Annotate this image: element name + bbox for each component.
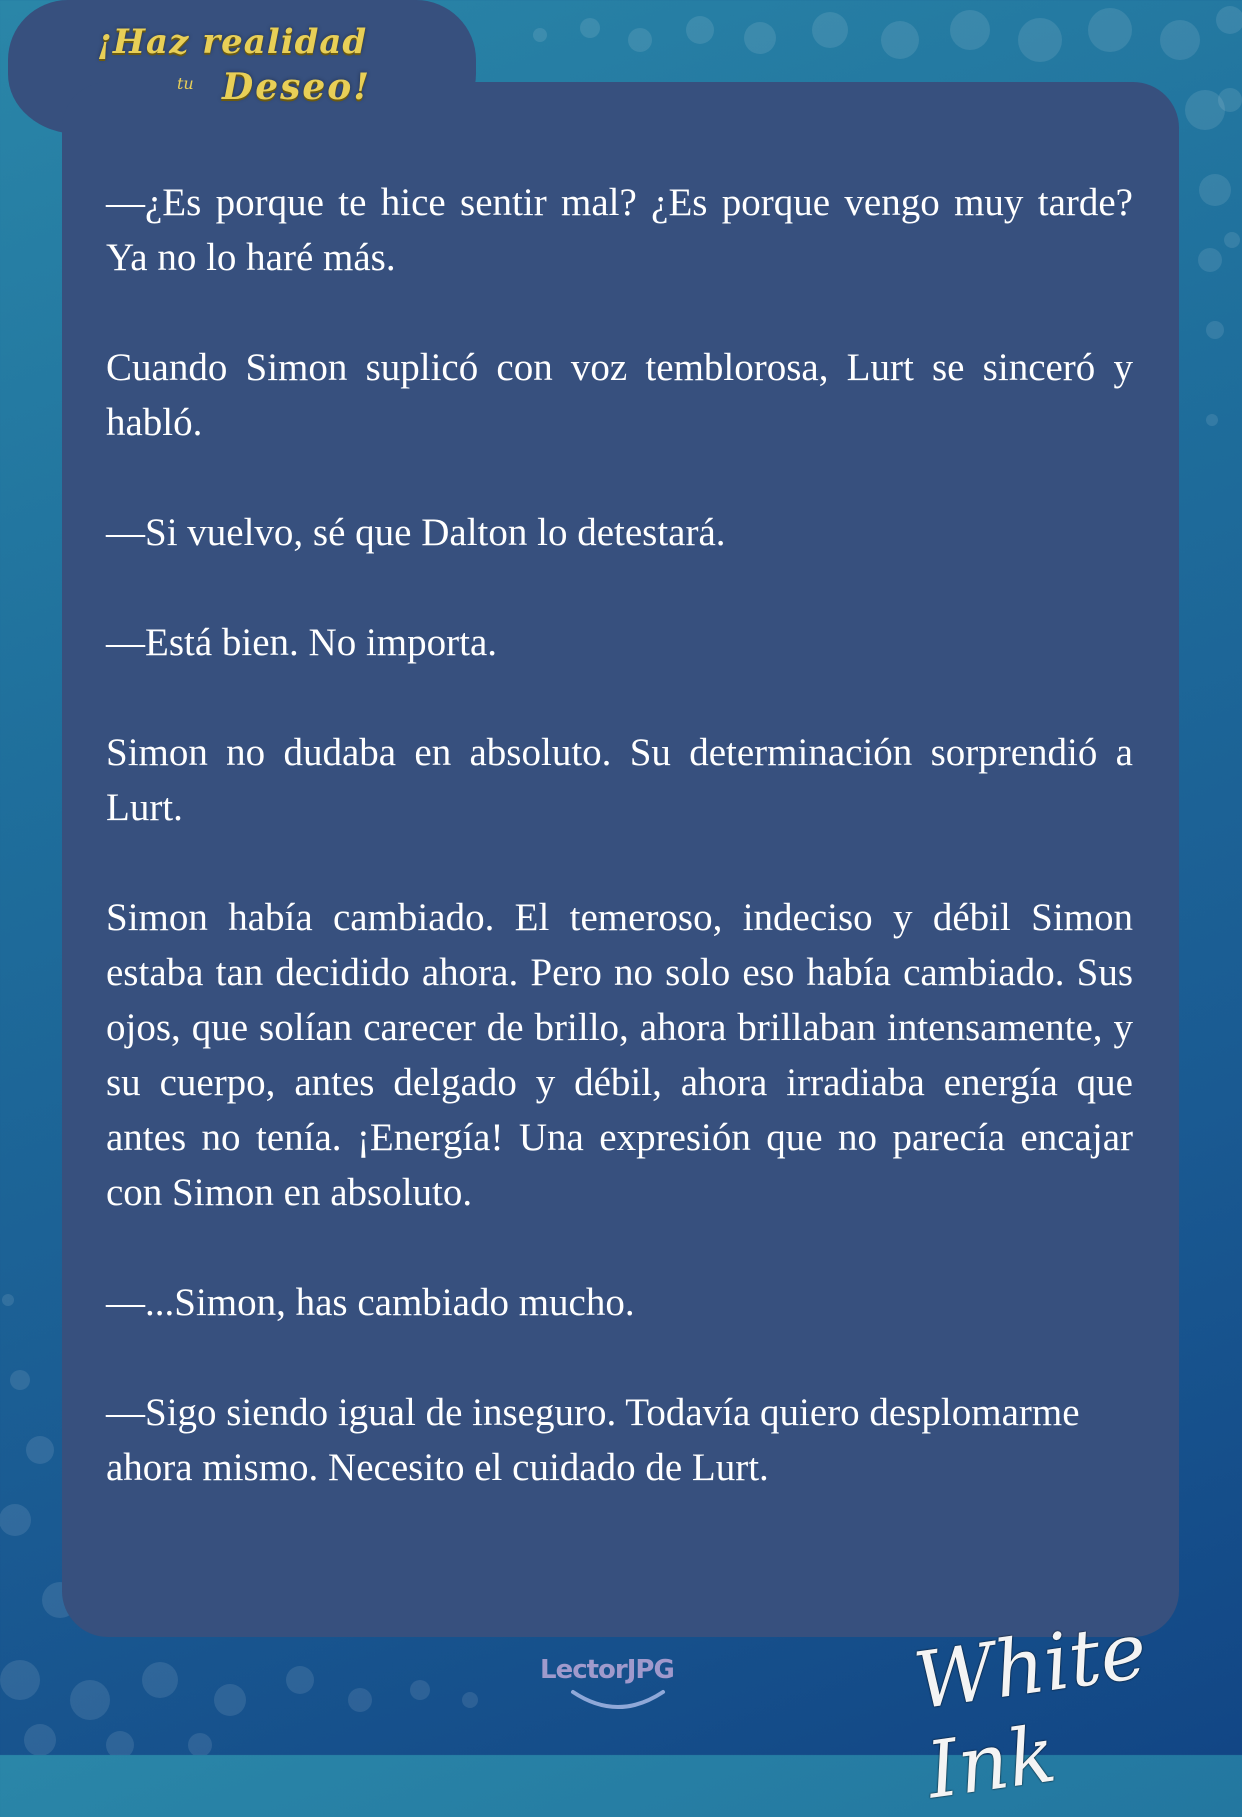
- paragraph: —...Simon, has cambiado mucho.: [106, 1281, 635, 1324]
- paragraph: Simon había cambiado. El temeroso, indeciso y débil Simon estaba tan decidido ahora. Pero no solo eso había cambiado. Sus ojos, que solían carecer de brillo, ahora brillaban intensamente, y su cuerpo, antes delgado y débil, ahora irradiaba energía que antes no tenía. ¡Energía! Una expresión que no parecía encajar con Simon en absoluto.: [106, 896, 1133, 1214]
- paragraph: —¿Es porque te hice sentir mal? ¿Es porque vengo muy tarde? Ya no lo haré más.: [106, 181, 1133, 279]
- paragraph: Simon no dudaba en absoluto. Su determinación sorprendió a Lurt.: [106, 731, 1133, 829]
- paragraph: —Si vuelvo, sé que Dalton lo detestará.: [106, 511, 726, 554]
- paragraph: —Está bien. No importa.: [106, 621, 498, 664]
- signature: White Ink: [909, 1605, 1153, 1817]
- watermark-smile-icon: [568, 1688, 668, 1712]
- paragraph: Cuando Simon suplicó con voz temblorosa, Lurt se sinceró y habló.: [106, 346, 1133, 444]
- logo-line-2: tu: [177, 74, 194, 93]
- watermark-logo: LectorJPG: [540, 1655, 674, 1685]
- logo-line-3: Deseo!: [222, 66, 372, 108]
- logo: [92, 22, 392, 122]
- logo-line-1: ¡Haz realidad: [97, 22, 368, 62]
- paragraph: —Sigo siendo igual de inseguro. Todavía quiero desplomarme ahora mismo. Necesito el cuidado de Lurt.: [106, 1391, 1080, 1489]
- story-text: [106, 175, 1133, 1550]
